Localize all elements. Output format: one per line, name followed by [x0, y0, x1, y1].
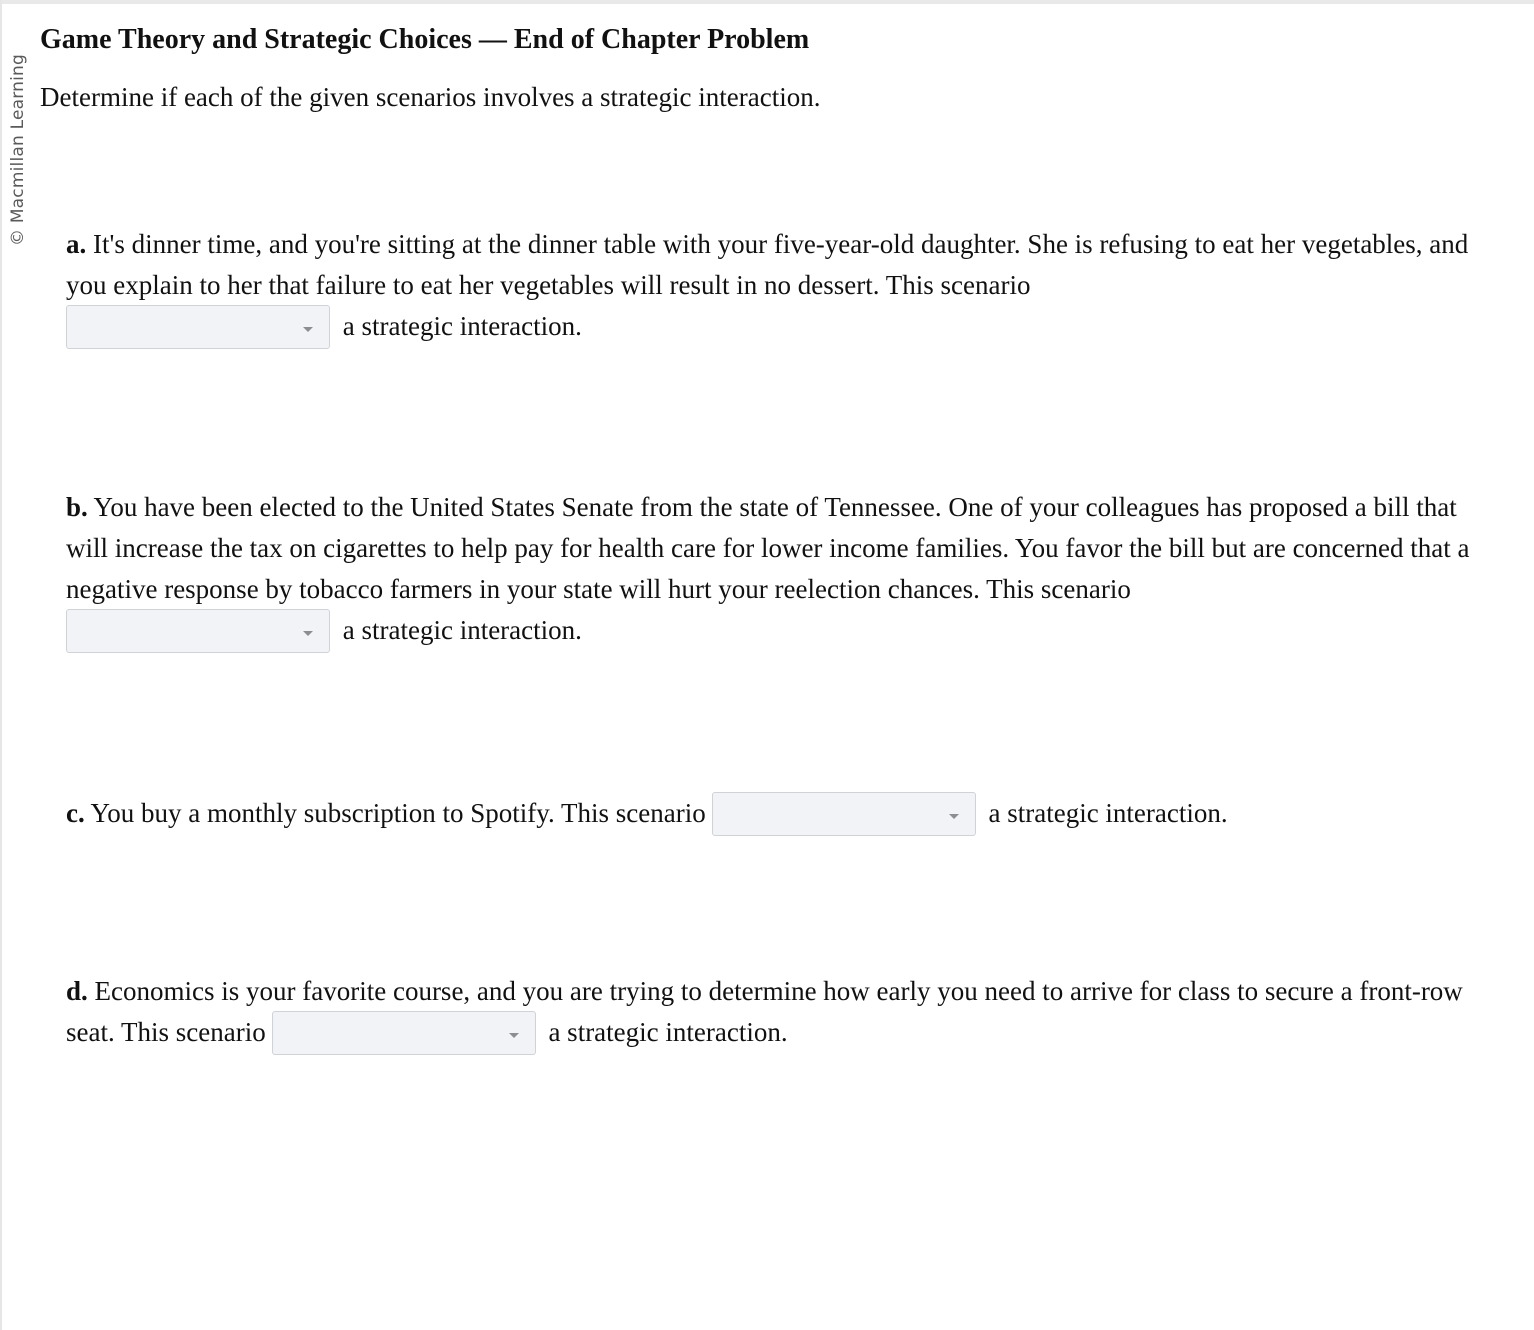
question-a: [66, 224, 1486, 351]
question-a-text: It's dinner time, and you're sitting at the dinner table with your five-year-old daughter. She is refusing to eat her vegetables, and you explain to her that failure to eat her vegetables will result in no dessert. This scenario: [66, 229, 1469, 300]
copyright-text: © Macmillan Learning: [8, 54, 28, 246]
copyright-watermark: [0, 38, 36, 262]
question-b-dropdown[interactable]: [66, 609, 330, 653]
question-a-suffix: a strategic interaction.: [342, 311, 582, 341]
question-b: [66, 487, 1486, 655]
page-title: Game Theory and Strategic Choices — End of Chapter Problem: [40, 24, 810, 55]
question-d-text: Economics is your favorite course, and you are trying to determine how early you need to arrive for class to secure a front-row seat. This scenario: [66, 976, 1463, 1047]
question-b-text: You have been elected to the United States Senate from the state of Tennessee. One of your colleagues has proposed a bill that will increase the tax on cigarettes to help pay for health care for lower income families. You favor the bill but are concerned that a negative response by tobacco farmers in your state will hurt your reelection chances. This scenario: [66, 492, 1470, 604]
question-c: [66, 793, 1486, 838]
question-d-suffix: a strategic interaction.: [548, 1017, 788, 1047]
instructions: Determine if each of the given scenarios involves a strategic interaction.: [40, 82, 821, 112]
chevron-down-icon: [303, 327, 313, 332]
question-d: [66, 971, 1486, 1057]
question-d-label: d.: [66, 976, 88, 1006]
question-a-label: a.: [66, 229, 87, 259]
question-d-dropdown[interactable]: [272, 1011, 536, 1055]
question-b-suffix: a strategic interaction.: [342, 615, 582, 645]
top-border: [0, 0, 1534, 4]
chevron-down-icon: [509, 1033, 519, 1038]
chevron-down-icon: [949, 814, 959, 819]
question-c-text: You buy a monthly subscription to Spotify. This scenario: [84, 798, 706, 828]
question-c-suffix: a strategic interaction.: [988, 798, 1228, 828]
question-c-label: c.: [66, 798, 85, 828]
question-a-dropdown[interactable]: [66, 305, 330, 349]
chevron-down-icon: [303, 631, 313, 636]
question-b-label: b.: [66, 492, 88, 522]
question-c-dropdown[interactable]: [712, 792, 976, 836]
